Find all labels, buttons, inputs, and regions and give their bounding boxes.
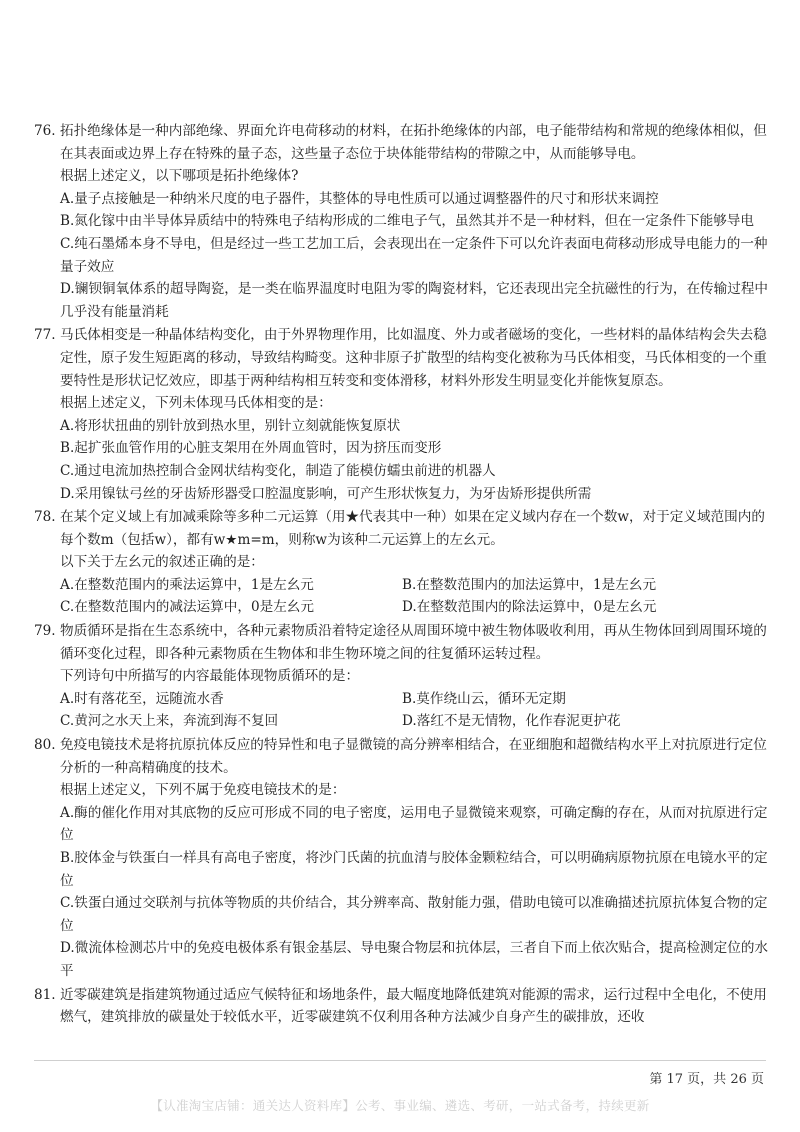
question-number: 79. (34, 623, 56, 640)
question-stem: 在某个定义域上有加减乘除等多种二元运算（用★代表其中一种）如果在定义域内存在一个数w，对于定义域范围内的每个数m（包括w），都有w★m=m，则称w为该种二元运算上的左幺元。 (60, 509, 765, 548)
question-stem: 近零碳建筑是指建筑物通过适应气候特征和场地条件，最大幅度地降低建筑对能源的需求，运行过程中全电化，不使用燃气，建筑排放的碳量处于较低水平，近零碳建筑不仅利用各种方法减少自身产生的碳排放，还收 (60, 986, 767, 1026)
option-c: C.黄河之水天上来，奔流到海不复回 (60, 713, 279, 730)
question-number: 77. (34, 327, 56, 344)
option-d: D.微流体检测芯片中的免疫电极体系有银金基层、导电聚合物层和抗体层，三者自下而上依次贴合，提高检测定位的水平 (60, 940, 769, 979)
option-b: B.起扩张血管作用的心脏支架用在外周血管时，因为挤压而变形 (60, 440, 442, 457)
question-77 (34, 324, 768, 505)
option-grid (34, 574, 768, 619)
option-grid (34, 688, 768, 733)
option-b: B.莫作绕山云，循环无定期 (402, 690, 566, 707)
option-c: C.通过电流加热控制合金网状结构变化，制造了能模仿蠕虫前进的机器人 (60, 462, 496, 479)
question-80 (34, 734, 768, 983)
option-b: B.在整数范围内的加法运算中，1是左幺元 (402, 576, 657, 593)
option-c: C.纯石墨烯本身不导电，但是经过一些工艺加工后，会表现出在一定条件下可以允许表面电荷移动形成导电能力的一种量子效应 (60, 235, 768, 275)
question-76 (34, 120, 768, 323)
question-prompt: 下列诗句中所描写的内容最能体现物质循环的是： (60, 668, 360, 685)
question-number: 80. (34, 737, 56, 754)
question-prompt: 根据上述定义，下列未体现马氏体相变的是： (60, 395, 332, 412)
option-a: A.在整数范围内的乘法运算中，1是左幺元 (60, 576, 314, 593)
option-a: A.量子点接触是一种纳米尺度的电子器件，其整体的导电性质可以通过调整器件的尺寸和形状来调控 (60, 190, 659, 207)
question-stem: 免疫电镜技术是将抗原抗体反应的特异性和电子显微镜的高分辨率相结合，在亚细胞和超微结构水平上对抗原进行定位分析的一种高精确度的技术。 (60, 737, 767, 776)
option-b: B.氮化镓中由半导体异质结中的特殊电子结构形成的二维电子气，虽然其并不是一种材料，但在一定条件下能够导电 (60, 213, 754, 230)
question-number: 78. (34, 509, 56, 526)
option-a: A.将形状扭曲的别针放到热水里，别针立刻就能恢复原状 (60, 417, 401, 434)
question-stem: 物质循环是指在生态系统中，各种元素物质沿着特定途径从周围环境中被生物体吸收利用，再从生物体回到周围环境的循环变化过程，即各种元素物质在生物体和非生物环境之间的往复循环运转过程。 (60, 623, 767, 662)
question-number: 76. (34, 123, 56, 139)
option-a: A.酶的催化作用对其底物的反应可形成不同的电子密度，运用电子显微镜来观察，可确定酶的存在，从而对抗原进行定位 (60, 804, 768, 844)
question-prompt: 根据上述定义，下列不属于免疫电镜技术的是： (60, 782, 346, 799)
option-c: C.在整数范围内的减法运算中，0是左幺元 (60, 599, 314, 616)
option-d: D.落红不是无情物，化作春泥更护花 (402, 713, 621, 730)
option-c: C.铁蛋白通过交联剂与抗体等物质的共价结合，其分辨率高、散射能力强，借助电镜可以准确描述抗原抗体复合物的定位 (60, 895, 768, 934)
question-stem: 马氏体相变是一种晶体结构变化，由于外界物理作用，比如温度、外力或者磁场的变化，一些材料的晶体结构会失去稳定性，原子发生短距离的移动，导致结构畸变。这种非原子扩散型的结构变化被称为马氏体相变，马氏体相变的一个重要特性是形状记忆效应，即基于两种结构相互转变和变体滑移，材料外形发生明显变化并能恢复原态。 (60, 327, 767, 389)
question-prompt: 以下关于左幺元的叙述正确的是： (60, 554, 264, 571)
question-stem: 拓扑绝缘体是一种内部绝缘、界面允许电荷移动的材料，在拓扑绝缘体的内部，电子能带结构和常规的绝缘体相似，但在其表面或边界上存在特殊的量子态，这些量子态位于块体能带结构的带隙之中，从而能够导电。 (60, 123, 767, 162)
question-number: 81. (34, 986, 56, 1003)
option-b: B.胶体金与铁蛋白一样具有高电子密度，将沙门氏菌的抗血清与胶体金颗粒结合，可以明确病原物抗原在电镜水平的定位 (60, 850, 768, 889)
page-number: 第 17 页，共 26 页 (649, 1072, 764, 1087)
option-d: D.在整数范围内的除法运算中，0是左幺元 (402, 599, 657, 616)
question-79 (34, 620, 768, 733)
option-d: D.镧钡铜氧体系的超导陶瓷，是一类在临界温度时电阻为零的陶瓷材料，它还表现出完全抗磁性的行为，在传输过程中几乎没有能量消耗 (60, 281, 769, 320)
watermark: 【认准淘宝店铺：通关达人资料库】公考、事业编、遴选、考研，一站式备考，持续更新 (150, 1098, 650, 1113)
question-81 (34, 984, 768, 1029)
footer-divider (34, 1060, 766, 1061)
question-list (34, 120, 768, 1030)
question-78 (34, 506, 768, 619)
option-a: A.时有落花至，远随流水香 (60, 690, 224, 707)
question-prompt: 根据上述定义，以下哪项是拓扑绝缘体? (60, 168, 299, 185)
option-d: D.采用镍钛弓丝的牙齿矫形器受口腔温度影响，可产生形状恢复力，为牙齿矫形提供所需 (60, 485, 592, 502)
